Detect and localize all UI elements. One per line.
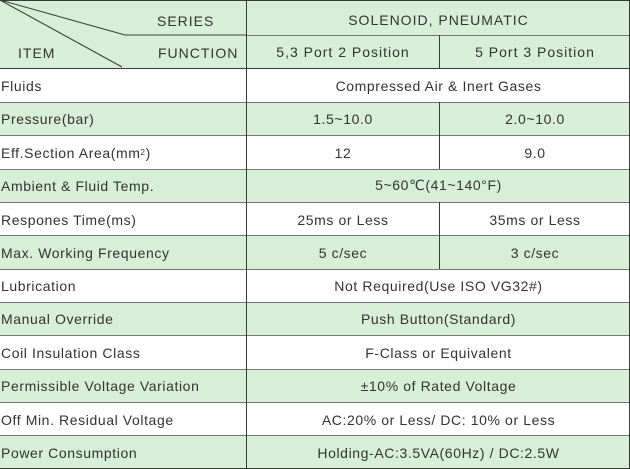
section-area-label-text: Eff.Section Area(mm (1, 144, 141, 161)
rule-header-mid (246, 35, 630, 36)
row-value-ambient: 5~60℃(41~140°F) (375, 177, 502, 193)
rule-header-bottom (0, 68, 630, 69)
row-label-pressure: Pressure(bar) (1, 110, 95, 127)
function-label: FUNCTION (158, 45, 239, 61)
rule-row-8 (0, 335, 630, 336)
rule-row-1 (0, 102, 630, 103)
row-value-response-b: 35ms or Less (489, 211, 581, 228)
row-label-lubrication: Lubrication (1, 277, 77, 294)
series-label: SERIES (157, 13, 215, 29)
rule-label-column (246, 0, 247, 469)
rule-row-3 (0, 169, 630, 170)
rule-row-9 (0, 369, 630, 370)
rule-row-10 (0, 402, 630, 403)
row-value-section-area-b: 9.0 (524, 144, 546, 161)
series-value: SOLENOID, PNEUMATIC (348, 11, 529, 28)
rule-row-5 (0, 235, 630, 236)
row-label-voltage-variation: Permissible Voltage Variation (1, 377, 200, 394)
rule-split-header (439, 35, 440, 69)
row-value-coil-insulation: F-Class or Equivalent (365, 344, 512, 361)
row-label-section-area: Eff.Section Area(mm 2 ) (1, 144, 151, 161)
rule-top (0, 0, 630, 1)
rule-row-11 (0, 435, 630, 436)
row-label-manual-override: Manual Override (1, 310, 114, 327)
row-label-frequency: Max. Working Frequency (1, 244, 170, 261)
rule-row-2 (0, 135, 630, 136)
row-label-coil-insulation: Coil Insulation Class (1, 344, 141, 361)
section-area-label-end: ) (145, 144, 151, 161)
row-value-pressure-a: 1.5~10.0 (313, 110, 373, 127)
row-label-response-time: Respones Time(ms) (1, 211, 137, 228)
row-value-power-consumption: Holding-AC:3.5VA(60Hz) / DC:2.5W (317, 444, 560, 461)
rule-split-pressure (439, 102, 440, 169)
row-label-power-consumption: Power Consumption (1, 444, 138, 461)
row-value-manual-override: Push Button(Standard) (360, 310, 517, 327)
row-value-response-a: 25ms or Less (297, 211, 389, 228)
row-value-frequency-a: 5 c/sec (318, 244, 368, 261)
row-label-ambient: Ambient & Fluid Temp. (1, 177, 155, 194)
rule-row-6 (0, 269, 630, 270)
row-label-residual-voltage: Off Min. Residual Voltage (1, 411, 174, 428)
row-value-frequency-b: 3 c/sec (510, 244, 560, 261)
rule-split-response (439, 202, 440, 269)
column-header-b: 5 Port 3 Position (475, 44, 595, 60)
row-value-lubrication: Not Required(Use ISO VG32#) (334, 277, 543, 294)
row-value-fluids: Compressed Air & Inert Gases (335, 77, 542, 94)
row-value-voltage-variation: ±10% of Rated Voltage (360, 377, 517, 394)
rule-row-4 (0, 202, 630, 203)
row-value-residual-voltage: AC:20% or Less/ DC: 10% or Less (321, 411, 556, 428)
row-value-pressure-b: 2.0~10.0 (505, 110, 565, 127)
row-value-section-area-a: 12 (334, 144, 352, 161)
rule-row-7 (0, 302, 630, 303)
item-label: ITEM (18, 45, 56, 61)
column-header-a: 5,3 Port 2 Position (276, 44, 410, 60)
row-label-fluids: Fluids (1, 77, 42, 94)
